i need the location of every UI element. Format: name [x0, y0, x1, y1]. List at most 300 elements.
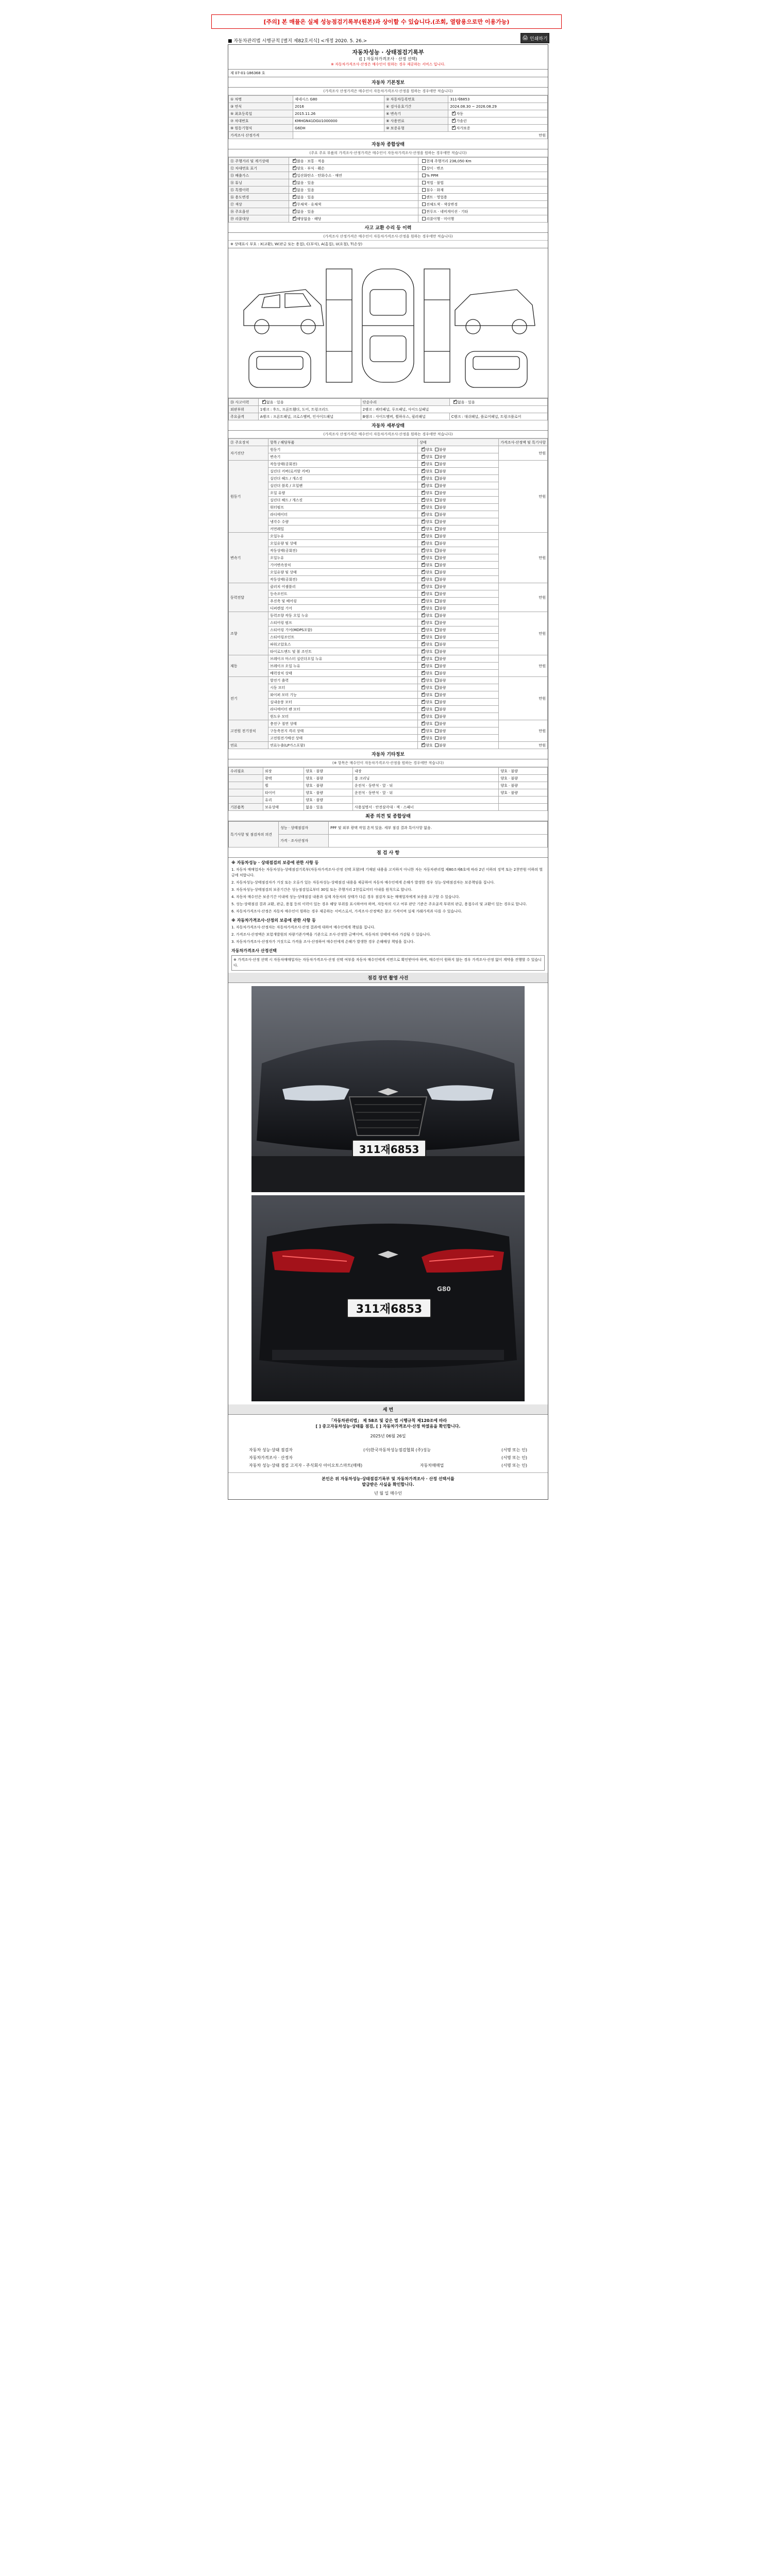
checkbox [422, 657, 425, 660]
options-cell: 타이어 [263, 789, 304, 796]
sign-title: 세 번 [228, 1404, 548, 1415]
details-group: 자기진단 [229, 446, 268, 461]
basic-cell: ⑥ 변속기 [384, 110, 448, 117]
checkbox [435, 491, 439, 495]
sign-cell: 자동차 성능·상태 점검자 [249, 1448, 293, 1452]
status-value: 렌트 · 영업용 [426, 195, 447, 199]
basic-cell: 제네시스 G80 [293, 96, 384, 103]
checkbox [453, 400, 457, 404]
basic-cell: G6DH [293, 125, 384, 132]
status-cell [418, 208, 548, 215]
checkbox [435, 707, 439, 711]
checkbox [422, 462, 425, 466]
checkbox [435, 715, 439, 718]
accident-legend: ※ 상태표시 부호 : X(교환), W(판금 또는 용접), C(부식), A(흠집), U(요철), T(손상) [228, 241, 548, 248]
status-label: ⑱ 주요옵션 [229, 208, 289, 215]
checkbox [435, 477, 439, 480]
details-item: 추진축 및 베어링 [268, 598, 418, 605]
details-group: 변속기 [229, 533, 268, 583]
status-cell [289, 208, 418, 215]
print-button[interactable] [520, 33, 549, 43]
status-bad-label: 불량 [439, 541, 446, 546]
checkbox [435, 664, 439, 668]
status-bad-label: 불량 [439, 519, 446, 524]
sign-statement-1: 「자동차관리법」 제 58조 및 같은 법 시행규칙 제120조에 따라 [329, 1418, 447, 1423]
table-row [229, 208, 548, 215]
status-cell [418, 187, 548, 194]
status-good-label: 양호 [426, 591, 433, 596]
basic-cell: ② 자동차등록번호 [384, 96, 448, 103]
details-item: 오일유량 및 상태 [268, 569, 418, 576]
checkbox [422, 455, 425, 459]
details-header: 상태 [418, 439, 499, 446]
checkbox [435, 585, 439, 588]
details-item: 타이로드엔드 및 볼 조인트 [268, 648, 418, 655]
guide-notice-title: 자동차가격조사 산정선택 [231, 948, 277, 953]
details-item: 작동상태(공회전) [268, 576, 418, 583]
options-cell: 없음 · 있음 [304, 804, 353, 811]
table-row [229, 215, 548, 223]
table-row [229, 804, 548, 811]
checkbox [422, 578, 425, 581]
status-good-label: 양호 [426, 692, 433, 697]
checkbox [422, 202, 426, 206]
sign-cell: (서명 또는 인) [501, 1448, 527, 1452]
status-bad-label: 불량 [439, 577, 446, 582]
status-good-label: 양호 [426, 584, 433, 589]
status-good-label: 양호 [426, 635, 433, 639]
checkbox [422, 671, 425, 675]
details-item: 라디에이터 [268, 511, 418, 518]
details-item: 와이퍼 모터 기능 [268, 691, 418, 699]
checkbox [293, 210, 296, 213]
rear-photo [251, 1195, 525, 1401]
checkbox [293, 202, 296, 206]
checkbox [435, 686, 439, 689]
checkbox [435, 614, 439, 617]
checkbox [435, 549, 439, 552]
checkbox [435, 642, 439, 646]
details-status [418, 569, 499, 576]
details-sub: (가격조사 산정가격은 매수인이 자동차가격조사·산정을 원하는 경우에만 적습니다) [228, 431, 548, 438]
checkbox [435, 679, 439, 682]
details-item: 오일 유량 [268, 489, 418, 497]
status-label: ⑬ 배출가스 [229, 172, 289, 179]
options-title: 자동차 기타정보 [228, 749, 548, 759]
guide-section [228, 858, 548, 973]
details-status [418, 526, 499, 533]
sign-cell: (사)한국자동차성능점검협회 (주)성능 [363, 1448, 431, 1452]
status-label: ⑲ 리콜대상 [229, 215, 289, 223]
checkbox [435, 671, 439, 675]
status-value: 없음 · 있음 [297, 209, 314, 214]
car-outline-diagram [228, 248, 548, 398]
details-group: 동력전달 [229, 583, 268, 612]
table-row [229, 125, 548, 132]
details-item: 스티어링 기어(MDPS포함) [268, 626, 418, 634]
details-status [418, 634, 499, 641]
table-row [229, 612, 548, 619]
status-good-label: 양호 [426, 728, 433, 733]
options-cell: 휠 [263, 782, 304, 789]
details-status [418, 677, 499, 684]
status-bad-label: 불량 [439, 570, 446, 574]
checkbox [422, 498, 425, 502]
table-row [229, 110, 548, 117]
options-cell: 유리 [263, 796, 304, 804]
status-cell [289, 194, 418, 201]
checkbox [435, 628, 439, 632]
status-cell [418, 172, 548, 179]
vehicle-diagram [228, 248, 548, 398]
checkbox [293, 188, 296, 192]
status-bad-label: 불량 [439, 692, 446, 697]
status-good-label: 양호 [426, 454, 433, 459]
checkbox [422, 642, 425, 646]
status-label: ⑮ 특별이력 [229, 187, 289, 194]
checkbox [422, 556, 425, 560]
checkbox [422, 686, 425, 689]
status-bad-label: 불량 [439, 454, 446, 459]
status-sub: (주요 주요 부품의 가격조사·산정가격은 매수인이 자동차가격조사·산정을 원하는 경우에만 적습니다) [228, 149, 548, 157]
table-row [229, 179, 548, 187]
options-cell: 양호 · 불량 [499, 775, 548, 782]
status-good-label: 양호 [426, 642, 433, 647]
status-good-label: 양호 [426, 563, 433, 567]
status-good-label: 양호 [426, 721, 433, 726]
checkbox [422, 722, 425, 725]
guide-paragraph: 1. 자동차가격조사·산정자는 자동차가격조사·산정 결과에 대하여 매수인에게 책임을 집니다. [231, 925, 376, 929]
checkbox [422, 729, 425, 733]
status-cell [418, 194, 548, 201]
details-status [418, 619, 499, 626]
status-good-label: 양호 [426, 462, 433, 466]
checkbox [422, 628, 425, 632]
details-item: 윈도우 모터 [268, 713, 418, 720]
status-value: 리콜이행 · 미이행 [426, 216, 455, 221]
accident-cell [449, 399, 547, 406]
status-value: 일산화탄소 · 탄화수소 · 매연 [297, 173, 342, 178]
checkbox [422, 664, 425, 668]
details-status [418, 727, 499, 735]
status-bad-label: 불량 [439, 721, 446, 726]
checkbox [422, 743, 425, 747]
details-status [418, 554, 499, 562]
checkbox [435, 650, 439, 653]
sign-statement-2: [ ] 중고자동차성능·상태를 점검, [ ] 자동차가격조사·산정 하였음을 확인합니다. [315, 1424, 461, 1429]
checkbox [435, 743, 439, 747]
status-cell [289, 165, 418, 172]
status-good-label: 양호 [426, 519, 433, 524]
details-status [418, 641, 499, 648]
details-price: 만원 [499, 720, 548, 742]
guide-paragraph: 2. 가격조사·산정액은 보험개발원의 차량기준가액을 기준으로 조사·산정한 금액이며, 자동차의 상태에 따라 가감될 수 있습니다. [231, 933, 431, 937]
checkbox [435, 570, 439, 574]
options-cell: 양호 · 불량 [304, 796, 353, 804]
checkbox [435, 520, 439, 523]
checkbox [452, 119, 456, 123]
basic-cell [448, 117, 548, 125]
details-status [418, 691, 499, 699]
checkbox [293, 217, 296, 221]
details-item: 등속조인트 [268, 590, 418, 598]
status-good-label: 양호 [426, 570, 433, 574]
checkbox [435, 462, 439, 466]
details-item: 냉각수 수량 [268, 518, 418, 526]
details-item: 시동 모터 [268, 684, 418, 691]
status-value: 없음 · 있음 [297, 180, 314, 185]
status-good-label: 양호 [426, 736, 433, 740]
checkbox [435, 693, 439, 697]
status-value: 전체도색 · 색상변경 [426, 202, 458, 207]
details-status [418, 663, 499, 670]
checkbox [422, 527, 425, 531]
checkbox [293, 166, 296, 170]
status-good-label: 양호 [426, 671, 433, 675]
details-item: 실린더 블록 / 오일팬 [268, 482, 418, 489]
status-value: 현재 주행거리 236,050 Km [426, 159, 472, 163]
checkbox [435, 556, 439, 560]
details-price: 만원 [499, 446, 548, 461]
status-label: ⑰ 색상 [229, 201, 289, 208]
document-number: 제 07-01-186368 호 [228, 70, 548, 77]
details-status [418, 453, 499, 461]
status-cell [289, 179, 418, 187]
status-cell [289, 215, 418, 223]
car-front-image [251, 986, 525, 1192]
table-row [229, 446, 548, 453]
details-status [418, 468, 499, 475]
status-bad-label: 불량 [439, 555, 446, 560]
table-row [229, 96, 548, 103]
status-bad-label: 불량 [439, 483, 446, 488]
basic-info-sub: (가격조사 산정가격은 매수인이 자동차가격조사·산정을 원하는 경우에만 적습니다) [228, 88, 548, 95]
status-good-label: 양호 [426, 577, 433, 582]
details-item: 실린더 헤드 / 개스킷 [268, 497, 418, 504]
options-cell: 양호 · 불량 [499, 768, 548, 775]
accident-cell: 단순수리 [361, 399, 449, 406]
table-row [229, 194, 548, 201]
status-value: 없음 · 있음 [297, 195, 314, 199]
details-item: 오일유량 및 상태 [268, 540, 418, 547]
status-bad-label: 불량 [439, 736, 446, 740]
status-good-label: 양호 [426, 527, 433, 531]
sign-cell: 자동차 성능·상태 점검 고지자 - 주식회사 아이오토스마트(매매) [249, 1463, 363, 1468]
table-row [229, 439, 548, 446]
status-bad-label: 불량 [439, 505, 446, 510]
status-bad-label: 불량 [439, 628, 446, 632]
guide-paragraph: 5. 성능·상태점검 결과 교환, 판금, 용접 등의 이력이 있는 경우 해당 부위를 표시하여야 하며, 자동차의 사고 여부 판단 기준은 주요골격 부위의 판금, 용접수리 및 교환이 있는 경우로 합니다. [231, 902, 527, 906]
accident-cell: 주요골격 [229, 413, 259, 420]
checkbox [435, 563, 439, 567]
license-plate-rear: 311재6853 [347, 1298, 431, 1318]
details-group: 제동 [229, 655, 268, 677]
status-cell [289, 187, 418, 194]
price-label: 가격조사 산정가격 [229, 132, 293, 139]
options-cell [229, 782, 263, 789]
details-item: 구동축전지 격리 상태 [268, 727, 418, 735]
checkbox [422, 679, 425, 682]
status-good-label: 양호 [426, 505, 433, 510]
accident-cell: C랭크 : 대쉬패널, 플로어패널, 트렁크플로어 [449, 413, 547, 420]
status-bad-label: 불량 [439, 678, 446, 683]
basic-cell: ⑨ 원동기형식 [229, 125, 293, 132]
table-row [229, 796, 548, 804]
details-status [418, 540, 499, 547]
options-cell: 양호 · 불량 [499, 782, 548, 789]
options-cell [229, 775, 263, 782]
checkbox [422, 484, 425, 487]
details-status [418, 699, 499, 706]
sign-block [228, 1415, 548, 1446]
status-bad-label: 불량 [439, 649, 446, 654]
basic-cell [448, 110, 548, 117]
table-row [229, 201, 548, 208]
checkbox [422, 549, 425, 552]
opinion-cell [329, 835, 548, 848]
status-bad-label: 불량 [439, 469, 446, 473]
status-bad-label: 불량 [439, 635, 446, 639]
details-item: 워터펌프 [268, 504, 418, 511]
document-header [228, 45, 548, 70]
details-group: 고전원 전기장치 [229, 720, 268, 742]
details-status [418, 648, 499, 655]
checkbox [422, 606, 425, 610]
table-row [229, 655, 548, 663]
basic-cell: 2024.08.30 ~ 2026.08.29 [448, 103, 548, 110]
table-row [229, 782, 548, 789]
opinion-cell: 가격 · 조사산정자 [279, 835, 329, 848]
details-status [418, 605, 499, 612]
status-label: ⑯ 용도변경 [229, 194, 289, 201]
basic-value: 가솔린 [456, 118, 467, 123]
details-item: 작동상태(공회전) [268, 461, 418, 468]
details-header: 항목 / 해당부품 [268, 439, 418, 446]
details-item: 실린더 커버(로커암 커버) [268, 468, 418, 475]
details-status [418, 562, 499, 569]
checkbox [422, 174, 426, 177]
status-value: % PPM [426, 173, 439, 178]
accident-cell: ⑳ 사고이력 [229, 399, 259, 406]
status-bad-label: 불량 [439, 462, 446, 466]
status-good-label: 양호 [426, 476, 433, 481]
details-price: 만원 [499, 583, 548, 612]
basic-cell: ⑩ 보증유형 [384, 125, 448, 132]
details-status [418, 590, 499, 598]
status-bad-label: 불량 [439, 685, 446, 690]
warning-notice: [주의] 본 매뮬은 실제 성능점검기록부(원본)과 상이할 수 있습니다.(조회, 열람용으로만 이용가능) [211, 14, 562, 29]
checkbox [293, 195, 296, 199]
checkbox [422, 491, 425, 495]
guide-paragraph: 2. 자동차성능·상태점검자가 거짓 또는 오류가 있는 자동차성능·상태점검 내용을 제공하여 자동차 매수인에게 손해가 발생한 경우 성능·상태점검자는 보증책임을 집니다. [231, 880, 495, 885]
basic-info-table [228, 95, 548, 139]
guide-title: 점 검 사 항 [228, 848, 548, 858]
basic-cell: KMHGN41DGU1000000 [293, 117, 384, 125]
details-item: 변속기 [268, 453, 418, 461]
status-cell [418, 165, 548, 172]
table-row [229, 132, 548, 139]
accident-table [228, 398, 548, 420]
checkbox [435, 534, 439, 538]
checkbox [422, 469, 425, 473]
details-item: 고전원전기배선 상태 [268, 735, 418, 742]
status-bad-label: 불량 [439, 664, 446, 668]
status-good-label: 양호 [426, 656, 433, 661]
checkbox [422, 693, 425, 697]
table-row [229, 822, 548, 835]
status-cell [289, 201, 418, 208]
checkbox [422, 599, 425, 603]
checkbox [422, 188, 426, 192]
details-status [418, 713, 499, 720]
accident-value: 없음 · 있음 [266, 400, 284, 404]
table-row [229, 399, 548, 406]
opinion-table [228, 821, 548, 848]
checkbox [422, 736, 425, 740]
status-bad-label: 불량 [439, 490, 446, 495]
details-title: 자동차 세부상태 [228, 420, 548, 431]
table-row [229, 117, 548, 125]
status-good-label: 양호 [426, 628, 433, 632]
checkbox [422, 505, 425, 509]
options-cell: 사용설명서 · 안전삼각대 · 잭 · 스패너 [353, 804, 499, 811]
details-status [418, 655, 499, 663]
status-value: 상이 · 변조 [426, 166, 444, 171]
checkbox [422, 707, 425, 711]
table-row [229, 742, 548, 749]
basic-value: 자동 [456, 111, 463, 116]
status-bad-label: 불량 [439, 671, 446, 675]
guide-paragraph: 4. 자동차 매수인은 보증기간 이내에 성능·상태점검 내용과 실제 자동차의 상태가 다른 경우 점검자 또는 매매업자에게 보증을 요구할 수 있습니다. [231, 895, 460, 899]
table-row [229, 677, 548, 684]
final-confirmation [228, 1472, 548, 1499]
status-value: 없음 · 있음 [297, 188, 314, 192]
status-good-label: 양호 [426, 548, 433, 553]
options-cell: 운전석 · 동반석 · 앞 · 뒤 [353, 782, 499, 789]
guide-paragraph: 3. 자동차성능·상태점검의 보증기간은 성능점검일로부터 30일 또는 주행거리 2천킬로미터 이내를 원칙으로 합니다. [231, 888, 413, 892]
status-bad-label: 불량 [439, 591, 446, 596]
checkbox [422, 650, 425, 653]
status-bad-label: 불량 [439, 613, 446, 618]
status-value: 양호 · 부식 · 훼손 [297, 166, 325, 171]
checkbox [435, 578, 439, 581]
basic-cell [448, 125, 548, 132]
status-value: 적법 · 불법 [426, 180, 444, 185]
status-good-label: 양호 [426, 447, 433, 452]
status-label: ⑪ 주행거리 및 계기상태 [229, 158, 289, 165]
details-status [418, 598, 499, 605]
checkbox [422, 570, 425, 574]
status-bad-label: 불량 [439, 527, 446, 531]
checkbox [435, 505, 439, 509]
status-bad-label: 불량 [439, 700, 446, 704]
status-bad-label: 불량 [439, 563, 446, 567]
table-row [229, 165, 548, 172]
checkbox [435, 484, 439, 487]
sign-row [228, 1454, 548, 1462]
status-bad-label: 불량 [439, 512, 446, 517]
price-unit: 만원 [293, 132, 548, 139]
checkbox [435, 736, 439, 740]
details-item: 라디에이터 팬 모터 [268, 706, 418, 713]
status-cell [418, 179, 548, 187]
options-cell: 양호 · 불량 [304, 775, 353, 782]
details-status [418, 706, 499, 713]
details-status [418, 626, 499, 634]
details-item: 브레이크 마스터 실린더오일 누유 [268, 655, 418, 663]
status-good-label: 양호 [426, 707, 433, 711]
status-bad-label: 불량 [439, 620, 446, 625]
